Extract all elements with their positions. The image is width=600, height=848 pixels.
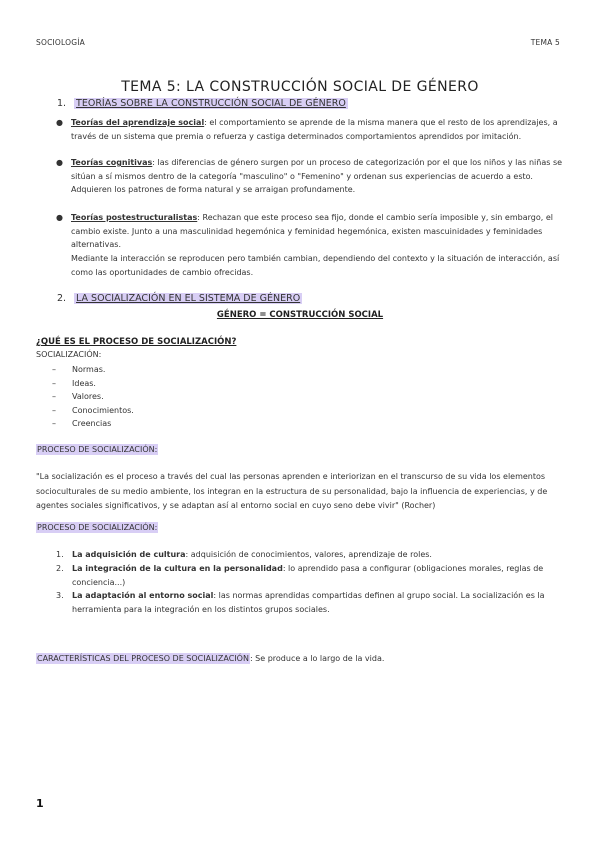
- bullet-term: Teorías postestructuralistas: [71, 213, 198, 222]
- bullet-cognitive: [56, 156, 566, 197]
- item-term: La adaptación al entorno social: [72, 591, 214, 600]
- section-title: LA SOCIALIZACIÓN EN EL SISTEMA DE GÉNERO: [76, 293, 301, 304]
- header-subject: SOCIOLOGÍA: [36, 38, 85, 47]
- bullet-text: : el comportamiento se aprende de la misma manera que el resto de los aprendizajes, a través de un sistema que premia o refuerza y castiga determinados comportamientos aprendidos por imitación.: [71, 118, 558, 141]
- question-heading: ¿QUÉ ES EL PROCESO DE SOCIALIZACIÓN?: [36, 337, 237, 347]
- section-heading-theories: [57, 98, 348, 109]
- list-item-acquisition: 1. La adquisición de cultura: adquisición de conocimientos, valores, aprendizaje de roles.: [56, 550, 432, 559]
- list-item-integration: 2. La integración de la cultura en la personalidad: lo aprendido pasa a configurar (obligaciones morales, reglas de conciencia...): [56, 564, 544, 587]
- section-number: 1.: [57, 98, 67, 109]
- gender-equation: GÉNERO = CONSTRUCCIÓN SOCIAL: [216, 310, 384, 320]
- item-text: : las normas aprendidas compartidas definen al grupo social. La socialización es la herramienta para la integración en los distintos grupos sociales.: [72, 591, 545, 614]
- page-number: 1: [36, 797, 44, 810]
- bullet-icon: ●: [56, 158, 63, 167]
- page-title: TEMA 5: LA CONSTRUCCIÓN SOCIAL DE GÉNERO: [121, 79, 479, 95]
- bullet-term: Teorías del aprendizaje social: [71, 118, 205, 127]
- characteristics-label: CARACTERÍSTICAS DEL PROCESO DE SOCIALIZACIÓN: [37, 654, 249, 663]
- section-number: 2.: [57, 293, 67, 304]
- bullet-social-learning: [56, 116, 566, 143]
- paragraph-interaction: Mediante la interacción se reproducen pero también cambian, dependiendo del contexto y la situación de interacción, así como las oportunidades de cambio ofrecidas.: [71, 254, 560, 277]
- process-label: PROCESO DE SOCIALIZACIÓN:: [37, 523, 158, 532]
- bullet-text: : Rechazan que este proceso sea fijo, donde el cambio sería imposible y, sin embargo, el cambio existe. Junto a una masculinidad hegemónica y feminidad hegemónica, existen mascuinidades y feminidades alternativas.: [71, 213, 553, 249]
- header-topic: TEMA 5: [530, 38, 560, 47]
- document-page: SOCIOLOGÍA TEMA 5 TEMA 5: LA CONSTRUCCIÓN SOCIAL DE GÉNERO 1. TEORÍAS SOBRE LA CONSTRUCCIÓN SOCIAL DE GÉNERO ● Teorías del aprendizaje social: el comportamiento se aprende de la misma manera que el resto de los aprendizajes, a través de un sistema que premia o refuerza y castiga determinados comportamientos aprendidos por imitación. ● Teorías cognitivas: las diferencias de género surgen por un proceso de categorización por el que los niños y las niñas se sitúan a sí mismos dentro de la categoría "masculino" o "Femenino" y ordenan sus experiencias de acuerdo a esto. Adquieren los patrones de forma natural y se arraigan profundamente. ● Teorías postestructuralistas: Rechazan que este proceso sea fijo, donde el cambio sería imposible y, sin embargo, el cambio existe. Junto a una masculinidad hegemónica y feminidad hegemónica, existen mascuinidades y feminidades alternativas. Mediante la interacción se reproducen pero también cambian, dependiendo del contexto y la situación de interacción, así como las oportunidades de cambio ofrecidas. 2. LA SOCIALIZACIÓN EN EL SISTEMA DE GÉNERO GÉNERO = CONSTRUCCIÓN SOCIAL ¿QUÉ ES EL PROCESO DE SOCIALIZACIÓN? SOCIALIZACIÓN: – Normas. – Ideas. – Valores. – Conocimientos. – Creencias PROCESO DE SOCIALIZACIÓN: "La socialización es el proceso a través del cual las personas aprenden e interiorizan en el transcurso de su vida los elementos socioculturales de su medio ambiente, los integran en la estructura de su personalidad, bajo la influencia de experiencias, y de agentes sociales significativos, y se adaptan así al entorno social en cuyo seno debe vivir" (Rocher) PROCESO DE SOCIALIZACIÓN: 1. La adquisición de cultura: adquisición de conocimientos, valores, aprendizaje de roles. 2. La integración de la cultura en la personalidad: lo aprendido pasa a configurar (obligaciones morales, reglas de conciencia...) 3. La adaptación al entorno social: las normas aprendidas compartidas definen al grupo social. La socialización es la herramienta para la integración en los distintos grupos sociales. CARACTERÍSTICAS DEL PROCESO DE SOCIALIZACIÓN: Se produce a lo largo de la vida. 1: [0, 0, 600, 848]
- socialization-label: SOCIALIZACIÓN:: [36, 350, 102, 359]
- rocher-quote: "La socialización es el proceso a través del cual las personas aprenden e interiorizan en el transcurso de su vida los elementos socioculturales de su medio ambiente, los integran en la estructura de su personalidad, bajo la influencia de experiencias, y de agentes sociales significativos, y se adaptan así al entorno social en cuyo seno debe vivir" (Rocher): [36, 472, 548, 510]
- section-heading-socialization: [57, 293, 302, 304]
- bullet-poststructuralist: [56, 211, 566, 252]
- section-title: TEORÍAS SOBRE LA CONSTRUCCIÓN SOCIAL DE GÉNERO: [76, 98, 346, 109]
- bullet-term: Teorías cognitivas: [71, 158, 153, 167]
- bullet-icon: ●: [56, 118, 63, 127]
- list-item-adaptation: 3. La adaptación al entorno social: las normas aprendidas compartidas definen al grupo social. La socialización es la herramienta para la integración en los distintos grupos sociales.: [56, 591, 545, 614]
- process-label: PROCESO DE SOCIALIZACIÓN:: [37, 445, 158, 454]
- bullet-icon: ●: [56, 213, 63, 222]
- characteristics-text: : Se produce a lo largo de la vida.: [249, 654, 385, 663]
- characteristics-line: [36, 654, 384, 663]
- bullet-text: : las diferencias de género surgen por un proceso de categorización por el que los niños y las niñas se sitúan a sí mismos dentro de la categoría "masculino" o "Femenino" y ordenan sus experiencias de acuerdo a esto. Adquieren los patrones de forma natural y se arraigan profundamente.: [71, 158, 563, 194]
- item-text: : adquisición de conocimientos, valores, aprendizaje de roles.: [185, 550, 432, 559]
- item-text: : lo aprendido pasa a configurar (obligaciones morales, reglas de conciencia...): [72, 564, 544, 587]
- item-term: La adquisición de cultura: [72, 550, 186, 559]
- item-term: La integración de la cultura en la personalidad: [72, 564, 283, 573]
